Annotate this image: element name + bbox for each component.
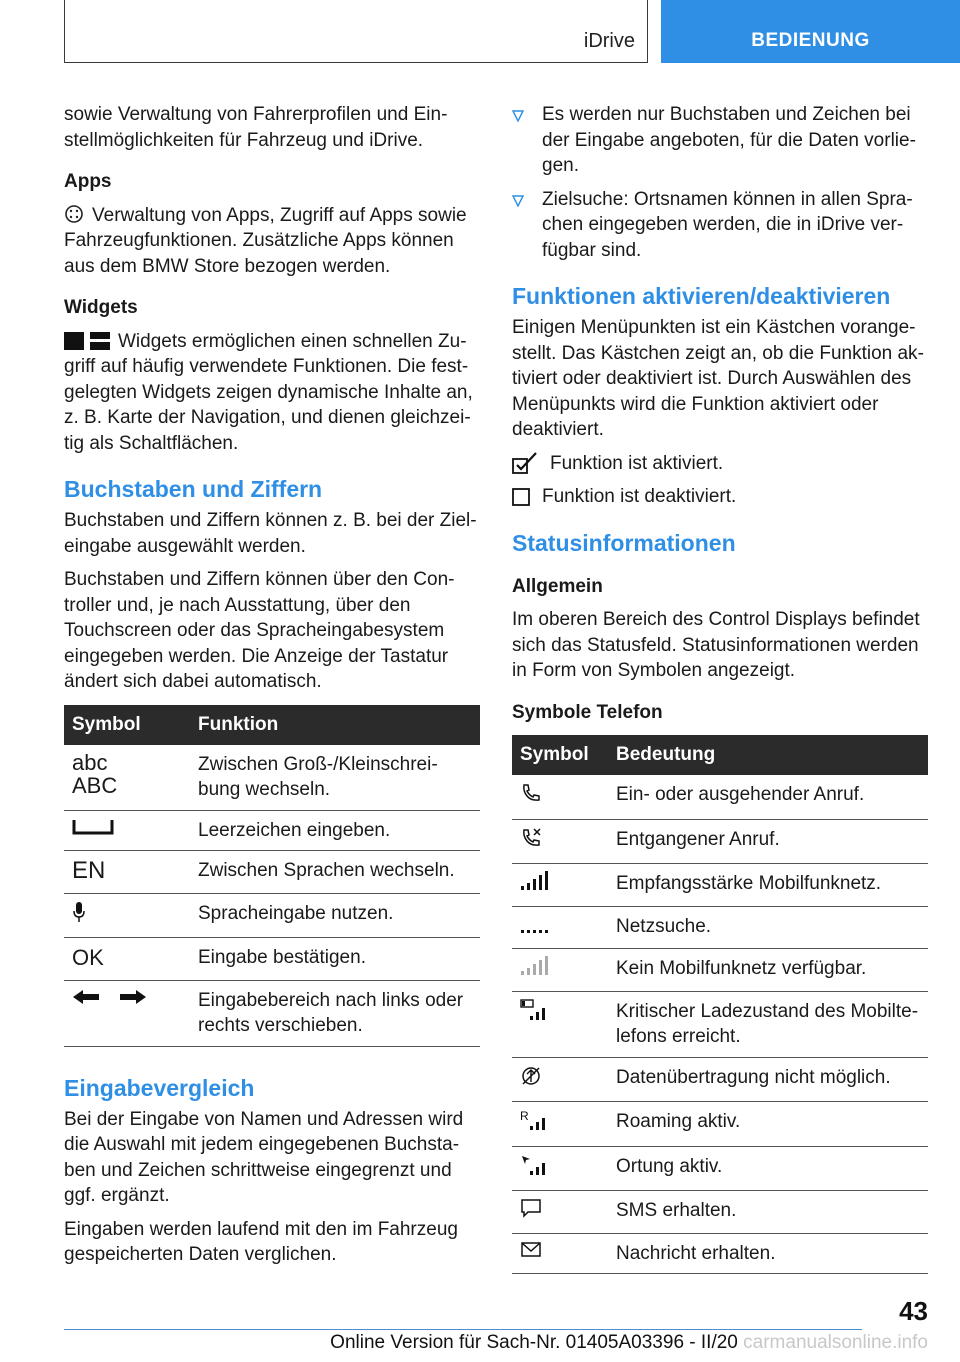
deactivated-row: [512, 484, 928, 510]
phone-heading: Symbole Telefon: [512, 701, 663, 723]
table-row: [64, 893, 480, 938]
activated-text: Funktion ist aktiviert.: [550, 452, 724, 474]
no-data-icon: [520, 1065, 542, 1087]
row-text: Roaming aktiv.: [608, 1102, 928, 1147]
svg-text:R: R: [520, 1109, 529, 1123]
battery-critical-icon: [520, 999, 548, 1021]
table-row: [512, 864, 928, 907]
row-text: Eingabebereich nach links oder rechts verschieben.: [190, 980, 480, 1046]
table-row: [64, 980, 480, 1046]
table-row: [512, 949, 928, 992]
col-meaning: Bedeutung: [608, 735, 928, 775]
chapter-tab-label: BEDIENUNG: [751, 30, 870, 51]
compare-paragraph-2: Eingaben werden laufend mit den im Fahrzeug gespeicherten Daten verglichen.: [64, 1218, 458, 1265]
row-text: Empfangsstärke Mobilfunknetz.: [608, 864, 928, 907]
table-row: [512, 991, 928, 1057]
bullet-item: [512, 187, 928, 264]
language-symbol: EN: [72, 857, 106, 884]
col-symbol: Symbol: [512, 735, 608, 775]
keyboard-symbols-table: [64, 705, 480, 1047]
phone-call-icon: [520, 782, 542, 804]
header-frame: [64, 0, 648, 63]
table-row: [64, 938, 480, 981]
widgets-heading: Widgets: [64, 297, 138, 318]
compare-paragraph-1: Bei der Eingabe von Namen und Adressen wird die Auswahl mit jedem eingegebenen Buchstaben und Zeichen schrittweise eingegrenzt und ggf. ergänzt.: [64, 1108, 464, 1206]
row-text: Entgangener Anruf.: [608, 819, 928, 864]
row-text: Leerzeichen eingeben.: [190, 810, 480, 851]
microphone-icon: [72, 901, 86, 923]
compare-heading: Eingabevergleich: [64, 1074, 255, 1101]
row-text: Zwischen Sprachen wechseln.: [190, 851, 480, 894]
page-number: 43: [899, 1296, 928, 1326]
roaming-icon: [520, 1109, 548, 1131]
row-text: Ein- oder ausgehender Anruf.: [608, 775, 928, 819]
table-row: [512, 1102, 928, 1147]
row-text: Kritischer Ladezustand des Mobiltelefons erreicht.: [608, 991, 928, 1057]
missed-call-icon: [520, 827, 542, 849]
signal-strength-icon: [520, 871, 548, 891]
table-row: [512, 1233, 928, 1274]
table-row: [512, 819, 928, 864]
table-row: [512, 775, 928, 819]
space-bar-icon: [72, 818, 114, 836]
row-text: Eingabe bestätigen.: [190, 938, 480, 981]
table-header-row: [64, 705, 480, 745]
online-version: Online Version für Sach-Nr. 01405A03396 - II/20: [330, 1332, 738, 1353]
watermark: carmanualsonline.info: [743, 1332, 928, 1353]
row-text: Zwischen Groß-/Kleinschreibung wechseln.: [190, 745, 480, 811]
row-text: Ortung aktiv.: [608, 1146, 928, 1191]
letters-heading: Buchstaben und Ziffern: [64, 476, 323, 502]
deactivated-text: Funktion ist deaktiviert.: [542, 486, 737, 507]
col-function: Funktion: [190, 705, 480, 745]
table-row: [512, 1146, 928, 1191]
sms-icon: [520, 1198, 542, 1218]
network-search-icon: [520, 914, 548, 934]
status-heading: Statusinformationen: [512, 529, 736, 556]
toggle-heading: Funktionen aktivieren/deaktivieren: [512, 283, 891, 309]
letters-paragraph-1: Buchstaben und Ziffern können z. B. bei der Zieleingabe ausgewählt werden.: [64, 510, 477, 557]
apps-text: Verwaltung von Apps, Zugriff auf Apps sowie Fahrzeugfunktionen. Zusätzliche Apps können aus dem BMW Store bezogen werden.: [64, 204, 467, 277]
no-network-icon: [520, 956, 548, 976]
row-text: Kein Mobilfunknetz verfügbar.: [608, 949, 928, 992]
apps-icon: [64, 204, 84, 224]
bullet-text: Es werden nur Buchstaben und Zeichen bei der Eingabe angeboten, für die Daten vorliegen.: [542, 104, 916, 176]
intro-text: sowie Verwaltung von Fahrerprofilen und Einstellmöglichkeiten für Fahrzeug und iDrive.: [64, 104, 448, 151]
bullet-triangle-icon: [512, 195, 524, 207]
table-row: [512, 1057, 928, 1102]
toggle-paragraph: Einigen Menüpunkten ist ein Kästchen vorangestellt. Das Kästchen zeigt an, ob die Funktion aktiviert oder deaktiviert ist. Durch Auswählen des Menüpunkts wird die Funktion aktiviert oder deaktiviert.: [512, 317, 924, 440]
mail-icon: [520, 1241, 542, 1259]
bullet-triangle-icon: [512, 110, 524, 122]
location-icon: [520, 1154, 548, 1176]
left-column: [64, 102, 480, 1276]
symbol-upper: ABC: [72, 772, 118, 798]
ok-symbol: OK: [72, 945, 104, 970]
widgets-text: Widgets ermöglichen einen schnellen Zugriff auf häufig verwendete Funktionen. Die festgelegten Widgets zeigen dynamische Inhalte an, z. B. Karte der Navigation, und dienen gleichzeitig als Schaltflächen.: [64, 330, 473, 454]
bullet-item: [512, 102, 928, 179]
table-row: [64, 851, 480, 894]
table-row: [64, 810, 480, 851]
apps-heading: Apps: [64, 171, 112, 192]
letters-paragraph-2: Buchstaben und Ziffern können über den Controller und, je nach Ausstattung, über den Touchscreen oder das Spracheingabesystem eingegeben werden. Die Anzeige der Tastatur ändert sich dabei automatisch.: [64, 569, 455, 692]
general-heading: Allgemein: [512, 575, 603, 597]
row-text: Spracheingabe nutzen.: [190, 893, 480, 938]
row-text: Datenübertragung nicht möglich.: [608, 1057, 928, 1102]
case-switch-symbol: [64, 745, 190, 811]
footer-text: [330, 1332, 928, 1354]
row-text: Netzsuche.: [608, 906, 928, 949]
footer-divider: [64, 1329, 862, 1330]
row-text: SMS erhalten.: [608, 1191, 928, 1234]
table-row: [64, 745, 480, 811]
right-column: [512, 102, 928, 1274]
arrow-right-icon: [119, 988, 147, 1006]
symbol-lower: abc: [72, 749, 108, 775]
table-header-row: [512, 735, 928, 775]
activated-row: [512, 451, 928, 477]
chapter-tab[interactable]: [661, 0, 960, 63]
widgets-paragraph: [64, 329, 480, 457]
bullet-text: Zielsuche: Ortsnamen können in allen Sprachen eingegeben werden, die in iDrive verfügbar sind.: [542, 188, 913, 261]
checkbox-checked-icon: [512, 452, 538, 474]
section-title: iDrive: [583, 30, 635, 52]
col-symbol: Symbol: [64, 705, 190, 745]
general-paragraph: Im oberen Bereich des Control Displays befindet sich das Statusfeld. Statusinformationen werden in Form von Symbolen angezeigt.: [512, 609, 920, 681]
apps-paragraph: [64, 203, 480, 280]
row-text: Nachricht erhalten.: [608, 1233, 928, 1274]
arrow-left-icon: [72, 988, 100, 1006]
checkbox-empty-icon: [512, 488, 530, 506]
widgets-icon: [64, 332, 110, 350]
table-row: [512, 906, 928, 949]
table-row: [512, 1191, 928, 1234]
phone-symbols-table: [512, 735, 928, 1274]
